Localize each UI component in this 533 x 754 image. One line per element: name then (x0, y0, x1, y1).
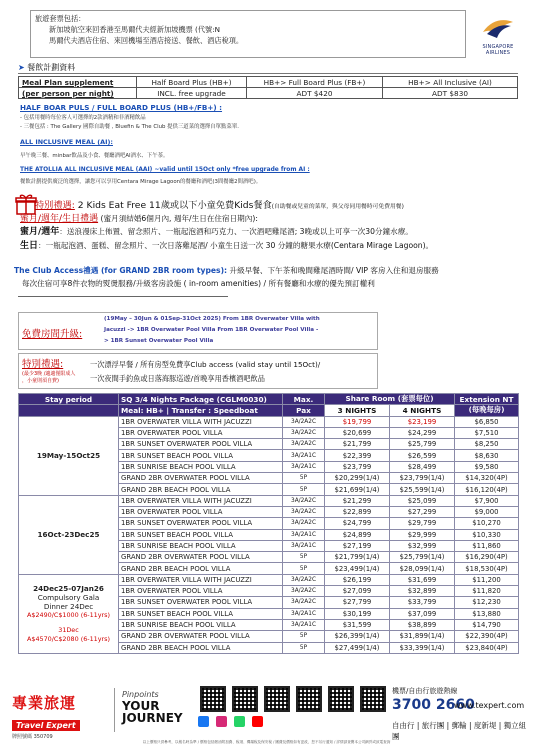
room-type-cell: 1BR SUNSET OVERWATER POOL VILLA (119, 518, 283, 529)
price-4-nights-cell: $24,299 (390, 427, 455, 438)
birthday-line: 生日：一瓶起泡酒、蛋糕、留念照片、一次日落雞尾酒/ 小童生日送一次 30 分鐘的糖果水療(Centara Mirage Lagoon)。 (20, 241, 434, 251)
max-pax-cell: 3A/2A1C (283, 461, 325, 472)
price-4-nights-cell: $38,899 (390, 619, 455, 630)
youtube-icon[interactable] (252, 716, 263, 727)
meal-row-cell: INCL. free upgrade (137, 88, 247, 99)
max-pax-cell: 5P (283, 563, 325, 574)
license-number: 牌照號碼 350709 (12, 734, 53, 740)
ai-line-1: 早午晚三餐、minbar飲品及小食、餐廳酒吧AI酒水、下午茶。 (20, 153, 169, 159)
kids-note: (自助餐或兒童的菜單，與父母同用餐時可免費用餐) (271, 204, 404, 210)
table-row (19, 416, 519, 427)
service-tagline: 自由行 | 旅行團 | 郵輪 | 度新堤 | 獨立組團 (392, 721, 527, 741)
price-4-nights-cell: $37,099 (390, 608, 455, 619)
price-4-nights-cell: $31,899(1/4) (390, 631, 455, 642)
max-pax-cell: 3A/2A2C (283, 574, 325, 585)
price-3-nights-cell: $27,799 (325, 597, 390, 608)
header-max: Max. (283, 394, 325, 405)
disclaimer: 以上價格只供參考，以報名時為準 / 價格包括燃油附加費、稅項、機場稅及保安稅 / 團費及價格如有更改，恕不另行通知 / 詳情請查閱本公司網頁或致電查詢 (142, 740, 391, 744)
extension-price-cell: $13,880 (455, 608, 519, 619)
extension-price-cell: $16,290(4P) (455, 552, 519, 563)
stay-period-cell: 24Dec25-07Jan26 Compulsory Gala Dinner 24Dec A$2490/C$1000 (6-11yrs) 31Dec A$4570/C$2080 (6-11yrs) (19, 574, 119, 653)
website-link[interactable]: www.texpert.com (454, 701, 525, 710)
extension-price-cell: $6,850 (455, 416, 519, 427)
header-3-nights: 3 NIGHTS (325, 405, 390, 416)
meal-header-cell: HB+> All Inclusive (AI) (383, 77, 518, 88)
extension-price-cell: $23,840(4P) (455, 642, 519, 653)
price-3-nights-cell: $19,799 (325, 416, 390, 427)
extension-price-cell: $10,270 (455, 518, 519, 529)
social-icons (198, 712, 265, 731)
extension-price-cell: $11,860 (455, 540, 519, 551)
price-4-nights-cell: $33,399(1/4) (390, 642, 455, 653)
max-pax-cell: 5P (283, 642, 325, 653)
room-type-cell: GRAND 2BR OVERWATER POOL VILLA (119, 552, 283, 563)
facebook-icon[interactable] (198, 716, 209, 727)
price-4-nights-cell: $25,599(1/4) (390, 484, 455, 495)
max-pax-cell: 3A/2A2C (283, 518, 325, 529)
price-4-nights-cell: $23,799(1/4) (390, 473, 455, 484)
header-pax: Pax (283, 405, 325, 416)
price-3-nights-cell: $21,699(1/4) (325, 484, 390, 495)
qr-code-icon[interactable] (264, 686, 290, 712)
aai-line-1: 餐飲計劃提供廣泛的選擇，讓您可以享用Centara Mirage Lagoon的餐廳和酒吧(3間餐廳2間酒吧)。 (20, 179, 262, 185)
room-type-cell: 1BR SUNSET BEACH POOL VILLA (119, 529, 283, 540)
extension-price-cell: $7,900 (455, 495, 519, 506)
max-pax-cell: 5P (283, 473, 325, 484)
meal-plan-table (18, 76, 518, 99)
max-pax-cell: 5P (283, 552, 325, 563)
extension-price-cell: $8,630 (455, 450, 519, 461)
hotline-number[interactable]: 3700 2660 (392, 697, 475, 713)
room-type-cell: 1BR OVERWATER VILLA WITH JACUZZI (119, 574, 283, 585)
arrow-icon: ➤ (18, 63, 25, 72)
header-extension: Extension NT (455, 394, 519, 405)
kids-label: 特別禮遇: (35, 200, 75, 211)
kids-text: 2 Kids Eat Free 11歲或以下小童免費Kids餐食 (74, 200, 272, 211)
room-type-cell: GRAND 2BR OVERWATER POOL VILLA (119, 631, 283, 642)
room-type-cell: 1BR OVERWATER POOL VILLA (119, 427, 283, 438)
price-4-nights-cell: $25,799 (390, 439, 455, 450)
price-3-nights-cell: $20,299(1/4) (325, 473, 390, 484)
price-4-nights-cell: $32,899 (390, 586, 455, 597)
travel-expert-logo (12, 692, 112, 740)
price-4-nights-cell: $29,999 (390, 529, 455, 540)
table-row (19, 574, 519, 585)
club-text-2: 每次住宿可享8件衣物的熨燙服務/升級客房設施 ( in-room amenities) / 所有餐廳和水療的優先預訂權利 (22, 279, 375, 288)
honeymoon-line-1: 蜜月/週年：送浪漫床上佈置、留念照片、一瓶起泡酒和巧克力、一次酒吧雞尾酒; 3晚或以上可享一次30分鐘水療。 (20, 227, 413, 237)
club-access-section (14, 264, 529, 290)
price-4-nights-cell: $29,799 (390, 518, 455, 529)
journey-slogan: Pinpoints YOUR JOURNEY (122, 690, 183, 725)
qr-code-icon[interactable] (200, 686, 226, 712)
qr-code-icon[interactable] (360, 686, 386, 712)
free-upgrade-description: (19May – 30Jun & 01Sep-31Oct 2025) From 1BR Overwater Villa with Jacuzzi -> 1BR Overwater Pool Villa From 1BR Overwater Pool Villa - > 1BR Sunset Overwater Pool Villa (104, 316, 320, 344)
free-upgrade-label: 免費房間升級: (22, 329, 83, 340)
max-pax-cell: 3A/2A2C (283, 586, 325, 597)
package-line-1: 新加坡航空來回香港至馬爾代夫經新加坡機票 (代號:N (49, 25, 221, 34)
meal-header-cell: Half Board Plus (HB+) (137, 77, 247, 88)
max-pax-cell: 3A/2A2C (283, 495, 325, 506)
stay-period-cell: 16Oct-23Dec25 (19, 495, 119, 574)
header-extension-unit: (每晚每房) (455, 405, 519, 416)
price-3-nights-cell: $24,799 (325, 518, 390, 529)
price-3-nights-cell: $23,499(1/4) (325, 563, 390, 574)
price-3-nights-cell: $27,499(1/4) (325, 642, 390, 653)
meal-header-cell: Meal Plan supplement (19, 77, 137, 88)
price-3-nights-cell: $22,399 (325, 450, 390, 461)
price-4-nights-cell: $28,499 (390, 461, 455, 472)
club-text-1: 升級早餐、下午茶和晚間雞尾酒時間/ VIP 客房入住和退房服務 (227, 266, 439, 275)
package-info-box (30, 10, 466, 58)
extension-price-cell: $11,200 (455, 574, 519, 585)
room-type-cell: 1BR OVERWATER POOL VILLA (119, 506, 283, 517)
special-offer-label: 特別禮遇: (22, 359, 64, 370)
price-3-nights-cell: $24,899 (325, 529, 390, 540)
room-type-cell: GRAND 2BR OVERWATER POOL VILLA (119, 473, 283, 484)
room-type-cell: 1BR OVERWATER POOL VILLA (119, 586, 283, 597)
qr-code-icon[interactable] (232, 686, 258, 712)
price-3-nights-cell: $20,699 (325, 427, 390, 438)
price-4-nights-cell: $25,099 (390, 495, 455, 506)
price-3-nights-cell: $27,099 (325, 586, 390, 597)
header-meal-transfer: Meal: HB+ | Transfer : Speedboat (119, 405, 283, 416)
header-package: SQ 3/4 Nights Package (CGLM0030) (119, 394, 283, 405)
special-offer-description: 一次漂浮早餐 / 所有房型免費享Club access (valid stay until 15Oct)/ 一次夜間手釣魚或日落海豚巡遊/首晚享用香檳酒吧飲品 (90, 360, 321, 383)
room-type-cell: 1BR SUNSET OVERWATER POOL VILLA (119, 439, 283, 450)
room-type-cell: 1BR SUNRISE BEACH POOL VILLA (119, 619, 283, 630)
extension-price-cell: $14,790 (455, 619, 519, 630)
airline-name: SINGAPORE AIRLINES (482, 44, 514, 56)
header-period-blank (19, 405, 119, 416)
extension-price-cell: $11,820 (455, 586, 519, 597)
extension-price-cell: $9,000 (455, 506, 519, 517)
max-pax-cell: 3A/2A2C (283, 506, 325, 517)
footer-divider (114, 688, 115, 732)
room-type-cell: 1BR SUNSET BEACH POOL VILLA (119, 608, 283, 619)
price-3-nights-cell: $31,599 (325, 619, 390, 630)
brand-chinese: 專業旅運 (12, 694, 77, 712)
meal-row-cell: (per person per night) (19, 88, 137, 99)
extension-price-cell: $10,330 (455, 529, 519, 540)
extension-price-cell: $18,530(4P) (455, 563, 519, 574)
divider (18, 296, 228, 297)
max-pax-cell: 3A/2A1C (283, 608, 325, 619)
aai-title: THE ATOLLIA ALL INCLUSIVE MEAL (AAI) ~valid until 15Oct only *free upgrade from AI : (20, 167, 310, 173)
kids-offer (35, 197, 404, 211)
room-type-cell: GRAND 2BR BEACH POOL VILLA (119, 484, 283, 495)
price-4-nights-cell: $27,299 (390, 506, 455, 517)
max-pax-cell: 3A/2A2C (283, 427, 325, 438)
room-type-cell: 1BR OVERWATER VILLA WITH JACUZZI (119, 416, 283, 427)
room-type-cell: GRAND 2BR BEACH POOL VILLA (119, 563, 283, 574)
price-4-nights-cell: $32,999 (390, 540, 455, 551)
hbfb-line-1: - 包括用餐時每位客人可選擇的2款酒精和非酒精飲品 (20, 115, 146, 121)
room-type-cell: 1BR SUNRISE BEACH POOL VILLA (119, 461, 283, 472)
header-share-room: Share Room (套票每位) (325, 394, 455, 405)
room-type-cell: 1BR SUNRISE BEACH POOL VILLA (119, 540, 283, 551)
price-3-nights-cell: $26,199 (325, 574, 390, 585)
max-pax-cell: 3A/2A2C (283, 597, 325, 608)
honeymoon-conditions: (蜜月須結婚6個月內, 週年/生日在住宿日期內): (98, 214, 258, 223)
hbfb-title: HALF BOAR PULS / FULL BOARD PLUS (HB+/FB+) : (20, 103, 223, 112)
ai-title: ALL INCLUSIVE MEAL (AI): (20, 138, 113, 146)
max-pax-cell: 3A/2A1C (283, 540, 325, 551)
price-4-nights-cell: $31,699 (390, 574, 455, 585)
price-3-nights-cell: $30,199 (325, 608, 390, 619)
extension-price-cell: $8,250 (455, 439, 519, 450)
header-4-nights: 4 NIGHTS (390, 405, 455, 416)
price-table (18, 393, 519, 654)
stay-period-cell: 19May-15Oct25 (19, 416, 119, 495)
room-type-cell: 1BR OVERWATER VILLA WITH JACUZZI (119, 495, 283, 506)
honeymoon-offer (20, 211, 258, 224)
price-3-nights-cell: $21,299 (325, 495, 390, 506)
honeymoon-label: 蜜月/週年/生日禮遇 (20, 214, 99, 224)
room-type-cell: 1BR SUNSET OVERWATER POOL VILLA (119, 597, 283, 608)
max-pax-cell: 3A/2A1C (283, 529, 325, 540)
max-pax-cell: 5P (283, 631, 325, 642)
price-3-nights-cell: $21,799(1/4) (325, 552, 390, 563)
max-pax-cell: 5P (283, 484, 325, 495)
extension-price-cell: $9,580 (455, 461, 519, 472)
price-4-nights-cell: $25,799(1/4) (390, 552, 455, 563)
qr-code-icon[interactable] (296, 686, 322, 712)
special-offer-note: (最少3晚 /適適僅限成人 ，小童則須自費) (22, 371, 76, 384)
max-pax-cell: 3A/2A1C (283, 619, 325, 630)
instagram-icon[interactable] (216, 716, 227, 727)
room-type-cell: GRAND 2BR BEACH POOL VILLA (119, 642, 283, 653)
whatsapp-icon[interactable] (234, 716, 245, 727)
room-type-cell: 1BR SUNSET BEACH POOL VILLA (119, 450, 283, 461)
extension-price-cell: $7,510 (455, 427, 519, 438)
package-title: 旅遊套票包括： (35, 14, 86, 23)
header-period: Stay period (19, 394, 119, 405)
meal-row-cell: ADT $830 (383, 88, 518, 99)
price-3-nights-cell: $26,399(1/4) (325, 631, 390, 642)
meal-header-cell: HB+> Full Board Plus (FB+) (247, 77, 383, 88)
max-pax-cell: 3A/2A1C (283, 450, 325, 461)
price-4-nights-cell: $28,099(1/4) (390, 563, 455, 574)
meal-row-cell: ADT $420 (247, 88, 383, 99)
extension-price-cell: $16,120(4P) (455, 484, 519, 495)
airline-bird-icon (481, 16, 515, 40)
table-row (19, 495, 519, 506)
meal-plan-title: ➤ 餐飲計劃資料 (18, 62, 518, 74)
price-3-nights-cell: $23,799 (325, 461, 390, 472)
price-4-nights-cell: $33,799 (390, 597, 455, 608)
price-4-nights-cell: $26,599 (390, 450, 455, 461)
price-3-nights-cell: $21,799 (325, 439, 390, 450)
hbfb-line-2: - 三餐包括 : The Gallery 國際自助餐 , Bluefin & The Club 提供三道菜的選擇自單點菜單. (20, 124, 239, 130)
hotline-label: 機票/自由行旅遊熱線 (392, 687, 458, 695)
price-4-nights-cell: $23,199 (390, 416, 455, 427)
brand-english: Travel Expert (12, 720, 80, 731)
price-3-nights-cell: $27,199 (325, 540, 390, 551)
singapore-airlines-logo (470, 16, 526, 56)
price-3-nights-cell: $22,899 (325, 506, 390, 517)
qr-code-icon[interactable] (328, 686, 354, 712)
club-label: The Club Access禮遇 (for GRAND 2BR room types): (14, 266, 228, 275)
extension-price-cell: $14,320(4P) (455, 473, 519, 484)
extension-price-cell: $12,230 (455, 597, 519, 608)
extension-price-cell: $22,390(4P) (455, 631, 519, 642)
max-pax-cell: 3A/2A2C (283, 439, 325, 450)
package-line-2: 馬爾代夫酒店住宿、來回機場至酒店接送、餐飲、酒店稅項。 (49, 36, 244, 45)
max-pax-cell: 3A/2A2C (283, 416, 325, 427)
